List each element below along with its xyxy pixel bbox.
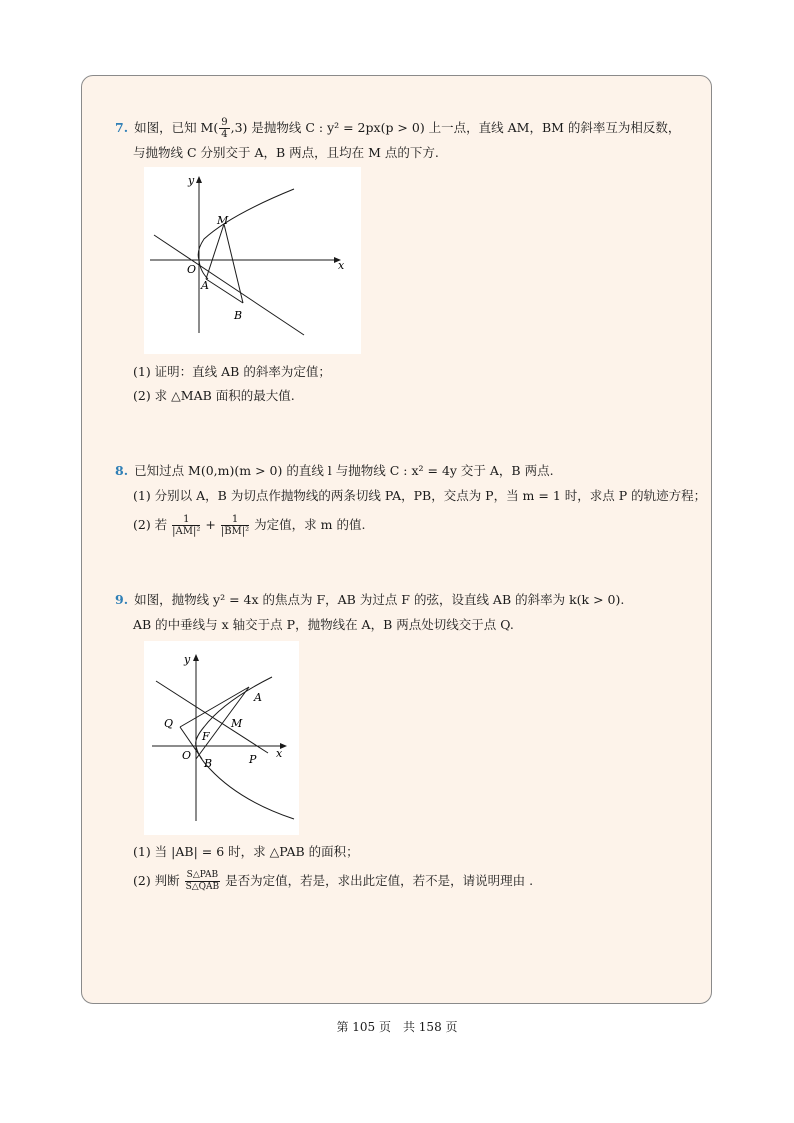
q9-part1: (1) 当 |AB| = 6 时，求 △PAB 的面积； [133,844,359,859]
page-footer: 第 105 页 共 158 页 [336,1020,458,1034]
q8-part2-prefix: (2) 若 [133,517,168,532]
q7-text-a: 如图，已知 M( [134,120,219,135]
q7-diagram [144,167,361,354]
q8-statement [115,463,554,479]
q7-label-a: A [201,279,209,292]
q9-label-x: x [276,747,283,760]
q9-part2-suffix: 是否为定值，若是，求出此定值，若不是，请说明理由 . [225,873,534,888]
q8-fraction-am: $\frac{1}{\text{|AM|²}}$ [172,514,201,537]
q9-label-y: y [184,653,191,666]
q7-part1: (1) 证明：直线 AB 的斜率为定值； [133,364,331,379]
q8-part1: (1) 分别以 A，B 为切点作抛物线的两条切线 PA，PB，交点为 P，当 m = 1 时，求点 P 的轨迹方程； [133,488,707,503]
q7-statement-line1 [115,117,680,140]
q9-part2 [133,870,533,893]
q7-label-m: M [217,214,229,227]
q9-label-f: F [202,730,210,743]
q7-line-am [206,224,224,279]
q9-diagram [144,641,299,835]
q9-label-m: M [231,717,243,730]
q8-number: 8. [115,463,129,478]
q7-tangent-line [154,235,304,335]
q7-label-b: B [234,309,243,322]
q8-plus: + [205,517,216,532]
q9-part2-prefix: (2) 判断 [133,873,180,888]
q9-text: 如图，抛物线 y² = 4x 的焦点为 F，AB 为过点 F 的弦，设直线 AB 的斜率为 k(k > 0). [134,592,625,607]
q9-label-a: A [254,691,262,704]
q7-line-bm [224,224,243,303]
q7-parabola [198,189,294,279]
q9-area-ratio: $\frac{\text{S△PAB}}{\text{S△QAB}}$ [185,870,220,892]
q7-fraction: $\frac{9}{4}$ [221,117,228,140]
q9-number: 9. [115,592,129,607]
q7-number: 7. [115,120,129,135]
q7-figure [144,167,361,354]
q7-statement-line2: 与抛物线 C 分别交于 A，B 两点，且均在 M 点的下方. [133,145,439,160]
q8-part2-suffix: 为定值，求 m 的值. [254,517,366,532]
q9-label-b: B [204,757,213,770]
q7-label-x: x [338,259,345,272]
q9-statement-line1 [115,592,624,608]
q8-text: 已知过点 M(0,m)(m > 0) 的直线 l 与抛物线 C : x² = 4y 交于 A，B 两点. [134,463,554,478]
q7-label-y: y [188,174,195,187]
q9-figure [144,641,299,835]
q8-fraction-bm: $\frac{1}{\text{|BM|²}}$ [220,514,250,537]
q7-text-b: ,3) 是抛物线 C : y² = 2px(p > 0) 上一点，直线 AM，BM 的斜率互为相反数， [230,120,681,135]
q7-part2: (2) 求 △MAB 面积的最大值. [133,388,295,403]
q9-label-o: O [182,749,192,762]
q9-statement-line2: AB 的中垂线与 x 轴交于点 P，抛物线在 A，B 两点处切线交于点 Q. [133,617,514,632]
q8-part2 [133,514,365,537]
q9-label-q: Q [164,717,174,730]
q7-label-o: O [187,263,197,276]
q9-label-p: P [249,753,257,766]
